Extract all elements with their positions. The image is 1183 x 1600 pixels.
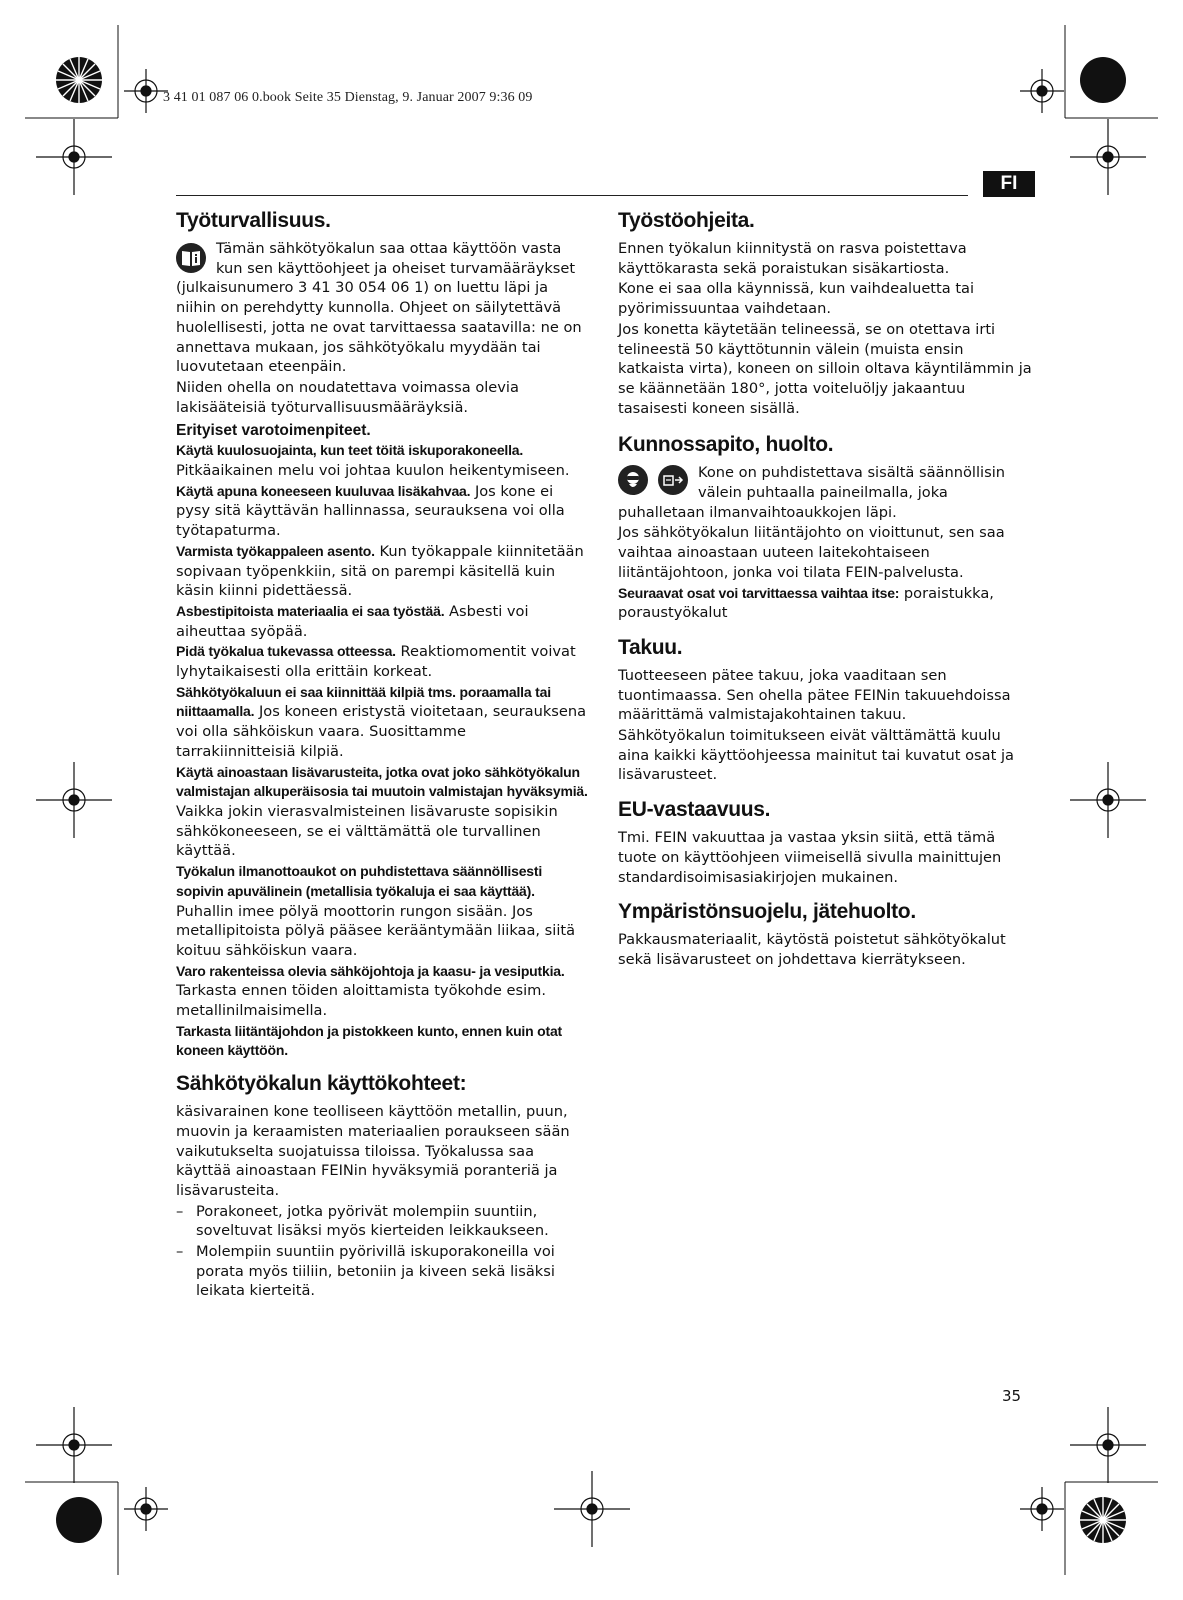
precaution-item: Varo rakenteissa olevia sähköjohtoja ja kaasu- ja vesiputkia. Tarkasta ennen töiden aloittamista työkohde esim. metallinilmaisimella.	[176, 962, 565, 1020]
maintenance-parts: Seuraavat osat voi tarvittaessa vaihtaa itse: poraistukka, poraustyökalut	[618, 584, 994, 622]
precaution-item: Varmista työkappaleen asento. Kun työkappale kiinnitetään sopivaan työpenkkiin, sitä on parempi käsitellä kuin käsin kiinni pidettäessä.	[176, 542, 584, 600]
tips-paragraph: Jos konetta käytetään telineessä, se on otettava irti telineestä 50 käyttötunnin välein (muista ensin katkaista virta), koneen on silloin oltava käyntilämmin ja se käännetään 180°, jotta voiteluöljy jakaantuu tasaisesti koneen sisällä.	[618, 320, 1032, 417]
safety-intro: Tämän sähkötyökalun saa ottaa käyttöön vasta kun sen käyttöohjeet ja oheiset turvamääräykset (julkaisunumero 3 41 30 054 06 1) on luettu läpi ja niihin on perehdytty kunnolla. Ohjeet on säilytettävä huolellisesti, jotta ne ovat tarvittaessa saatavilla: ne on annettava mukaan, jos sähkötyökalu myydään tai luovutetaan eteenpäin.	[176, 240, 582, 376]
precaution-item: Asbestipitoista materiaalia ei saa työstää. Asbesti voi aiheuttaa syöpää.	[176, 602, 529, 640]
warranty-paragraph: Sähkötyökalun toimitukseen eivät välttämättä kuulu aina kaikki käyttöohjeessa mainitut tai kuvatut osat ja lisävarusteet.	[618, 727, 1014, 784]
usage-heading: Sähkötyökalun käyttökohteet:	[176, 1072, 467, 1096]
precaution-item: Sähkötyökaluun ei saa kiinnittää kilpiä tms. poraamalla tai niittaamalla. Jos koneen eristystä vioitetaan, seurauksena voi olla sähköiskun vaara. Suosittamme tarrakiinnitteisiä kilpiä.	[176, 683, 587, 760]
precaution-item: Tarkasta liitäntäjohdon ja pistokkeen kunto, ennen kuin otat koneen käyttöön.	[176, 1022, 563, 1059]
precaution-item: Käytä kuulosuojainta, kun teet töitä iskuporakoneella. Pitkäaikainen melu voi johtaa kuulon heikentymiseen.	[176, 442, 570, 480]
precaution-item: Pidä työkalua tukevassa otteessa. Reaktiomomentit voivat lyhytaikaisesti olla erittäin korkeat.	[176, 643, 576, 681]
tips-heading: Työstöohjeita.	[618, 209, 755, 232]
special-precautions-heading: Erityiset varotoimenpiteet.	[176, 422, 371, 440]
read-manual-icon	[176, 243, 206, 273]
maintenance-heading: Kunnossapito, huolto.	[618, 433, 834, 457]
warranty-paragraph: Tuotteeseen pätee takuu, joka vaaditaan sen tuontimaassa. Sen ohella pätee FEINin takuuehdoissa määrittämä valmistajakohtainen takuu.	[618, 666, 1011, 724]
usage-text: käsivarainen kone teolliseen käyttöön metallin, puun, muovin ja keraamisten materiaalien poraukseen sään vaikutukselta suojatuissa tiloissa. Työkalussa saa käyttää ainoastaan FEINin hyväksymiä poranteriä ja lisävarusteita.	[176, 1103, 570, 1199]
language-badge: FI	[983, 171, 1035, 197]
list-item: – Molempiin suuntiin pyörivillä iskuporakoneilla voi porata myös tiiliin, betoniin ja kiveen sekä lisäksi leikata kierteitä.	[176, 1242, 590, 1301]
special-precautions-list	[176, 441, 590, 1061]
header-rule	[176, 195, 968, 196]
list-item: – Porakoneet, jotka pyörivät molempiin suuntiin, soveltuvat lisäksi myös kierteiden leikkaukseen.	[176, 1202, 590, 1241]
tips-paragraph: Ennen työkalun kiinnitystä on rasva poistettava käyttökarasta sekä poraistukan sisäkartiosta.	[618, 240, 967, 277]
right-column	[618, 208, 1032, 971]
precaution-item: Käytä ainoastaan lisävarusteita, jotka ovat joko sähkötyökalun valmistajan alkuperäisosia tai muutoin valmistajan hyväksymiä. Vaikka jokin vierasvalmisteinen lisävaruste sopisikin sähkökoneeseen, se ei välttämättä ole turvallinen käyttää.	[176, 763, 588, 860]
page-number: 35	[1002, 1387, 1022, 1405]
environment-text: Pakkausmateriaalit, käytöstä poistetut sähkötyökalut sekä lisävarusteet on johdettava kierrätykseen.	[618, 931, 1006, 968]
maintenance-intro-block	[618, 463, 1032, 522]
precaution-item: Työkalun ilmanottoaukot on puhdistettava säännöllisesti sopivin apuvälinein (metallisia työkaluja ei saa käyttää). Puhallin imee pölyä moottorin rungon sisään. Jos metallipitoista pölyä pääsee kerääntymään liikaa, siitä koituu sähköiskun vaara.	[176, 863, 576, 959]
maintenance-cord: Jos sähkötyökalun liitäntäjohto on vioittunut, sen saa vaihtaa ainoastaan uuteen laitekohtaiseen liitäntäjohtoon, jonka voi tilata FEIN-palvelusta.	[618, 524, 1005, 581]
compressed-air-icon	[658, 465, 688, 495]
left-column	[176, 208, 590, 1302]
eye-protection-icon	[618, 465, 648, 495]
tips-paragraph: Kone ei saa olla käynnissä, kun vaihdealuetta tai pyörimissuuntaa vaihdetaan.	[618, 280, 975, 318]
usage-list	[176, 1202, 590, 1302]
eu-text: Tmi. FEIN vakuuttaa ja vastaa yksin siitä, että tämä tuote on käyttöohjeen viimeisellä sivulla mainittujen standardisoimisasiakirjojen mukainen.	[618, 829, 1002, 886]
warranty-heading: Takuu.	[618, 635, 683, 659]
starburst-mark	[56, 57, 102, 103]
maintenance-intro: Kone on puhdistettava sisältä säännöllisin välein puhtaalla paineilmalla, joka puhalletaan ilmanvaihtoaukkojen läpi.	[618, 464, 1005, 521]
environment-heading: Ympäristönsuojelu, jätehuolto.	[618, 900, 916, 924]
precaution-item: Käytä apuna koneeseen kuuluvaa lisäkahvaa. Jos kone ei pysy sitä käyttävän hallinnassa, seurauksena voi olla työtapaturma.	[176, 482, 565, 540]
safety-intro-block	[176, 239, 590, 377]
eu-heading: EU-vastaavuus.	[618, 798, 771, 822]
book-file-info: 3 41 01 087 06 0.book Seite 35 Dienstag, 9. Januar 2007 9:36 09	[163, 90, 533, 105]
safety-heading: Työturvallisuus.	[176, 209, 331, 232]
safety-intro-2: Niiden ohella on noudatettava voimassa olevia lakisääteisiä työturvallisuusmääräyksiä.	[176, 378, 519, 416]
